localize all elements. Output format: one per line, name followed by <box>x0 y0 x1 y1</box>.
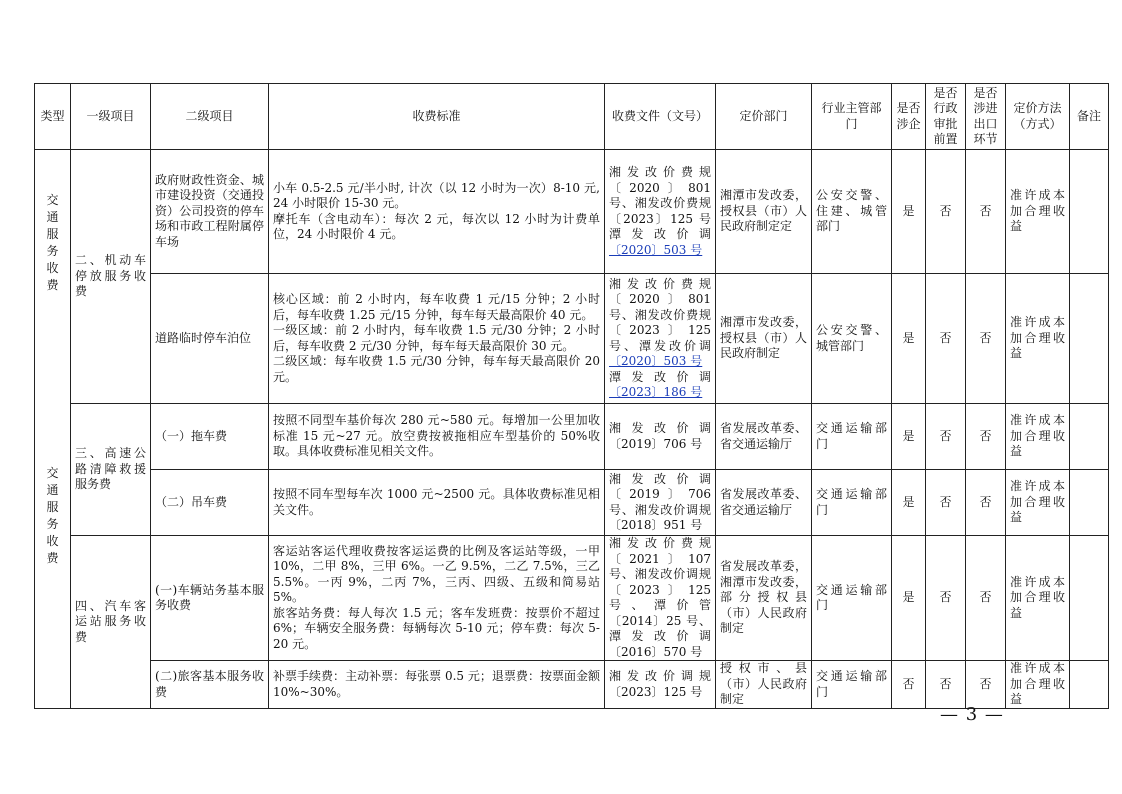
remarks-cell <box>1070 274 1109 404</box>
category-top-label: 交通服务收费 <box>46 193 59 292</box>
level2-cell: (一)车辆站务基本服务收费 <box>151 536 269 661</box>
doc-text: 湘发改价费规〔2020〕801 号、湘发改价费规〔2023〕125 号潭发改价调 <box>609 165 711 241</box>
standard-line: 小车 0.5-2.5 元/半小时, 计次（以 12 小时为一次）8-10 元, 24 小时限价 15-30 元。 <box>273 180 600 210</box>
method-cell: 准许成本加合理收益 <box>1006 536 1070 661</box>
doc-text: 湘发改价费规〔2021〕107 号、湘发改价调规〔2023〕125 号、潭价管〔2014〕25 号、潭发改价调〔2016〕570 号 <box>609 536 711 659</box>
pricing-dept-cell: 省发展改革委、省交通运输厅 <box>716 404 812 470</box>
standard-line: 客运站客运代理收费按客运运费的比例及客运站等级，一甲 10%，二甲 8%，三甲 6%。一乙 9.5%，二乙 7.5%，三乙 5.5%。一丙 9%，二丙 7%，三丙、四级、五级和简易站 5%。 <box>273 543 600 605</box>
approval-cell: 否 <box>926 536 966 661</box>
doc-text: 湘发改价费规〔2020〕801 号、湘发改价费规〔2023〕125 号、潭发改价调 <box>609 276 711 353</box>
method-cell: 准许成本加合理收益 <box>1006 470 1070 536</box>
standard-line: 摩托车（含电动车）：每次 2 元，每次以 12 小时为计费单位，24 小时限价 4 元。 <box>273 211 600 241</box>
enterprise-cell: 否 <box>892 661 926 709</box>
approval-cell: 否 <box>926 404 966 470</box>
category-main-label: 交通服务收费 <box>46 466 59 565</box>
standard-cell <box>269 150 605 274</box>
remarks-cell <box>1070 404 1109 470</box>
standard-line: 旅客站务费：每人每次 1.5 元；客车发班费：按票价不超过 6%；车辆安全服务费：每辆每次 5-10 元；停车费：每次 5-20 元。 <box>273 605 600 651</box>
import-export-cell: 否 <box>966 150 1006 274</box>
standard-cell <box>269 274 605 404</box>
standard-line: 按照不同型车基价每次 280 元~580 元。每增加一公里加收标准 15 元~27 元。放空费按被拖相应车型基价的 50%收取。具体收费标准见相关文件。 <box>273 413 600 459</box>
fee-table <box>34 83 1109 709</box>
document-cell <box>605 404 716 470</box>
industry-dept-cell: 交通运输部门 <box>812 536 892 661</box>
doc-text: 湘发改价调规〔2023〕125 号 <box>609 669 711 699</box>
header-import-export: 是否涉进出口环节 <box>966 84 1006 150</box>
header-admin-approval: 是否行政审批前置 <box>926 84 966 150</box>
industry-dept-cell: 交通运输部门 <box>812 470 892 536</box>
enterprise-cell: 是 <box>892 470 926 536</box>
standard-cell <box>269 470 605 536</box>
standard-line: 补票手续费：主动补票：每张票 0.5 元；退票费：按票面金额 10%~30%。 <box>273 669 600 699</box>
pricing-dept-cell: 授权市、县（市）人民政府制定 <box>716 661 812 709</box>
header-involves-enterprise: 是否涉企 <box>892 84 926 150</box>
standard-line: 一级区域：前 2 小时内，每车收费 1.5 元/30 分钟；2 小时后，每车收费 2 元/30 分钟，每车每天最高限价 30 元。 <box>273 323 600 353</box>
standard-cell <box>269 536 605 661</box>
approval-cell: 否 <box>926 661 966 709</box>
approval-cell: 否 <box>926 470 966 536</box>
group-bus-station: 四、汽车客运站服务收费 <box>71 536 151 709</box>
remarks-cell <box>1070 661 1109 709</box>
method-cell: 准许成本加合理收益 <box>1006 404 1070 470</box>
pricing-dept-cell: 省发展改革委，湘潭市发改委，部分授权县（市）人民政府制定 <box>716 536 812 661</box>
page-number: — 3 — <box>940 704 1004 725</box>
method-cell: 准许成本加合理收益 <box>1006 661 1070 709</box>
table-row <box>35 274 1109 404</box>
header-remarks: 备注 <box>1070 84 1109 150</box>
header-standard: 收费标准 <box>269 84 605 150</box>
level2-cell: (二)旅客基本服务收费 <box>151 661 269 709</box>
enterprise-cell: 是 <box>892 150 926 274</box>
header-row <box>35 84 1109 150</box>
approval-cell: 否 <box>926 150 966 274</box>
group-highway: 三、高速公路清障救援服务费 <box>71 404 151 536</box>
table-row <box>35 150 1109 274</box>
level2-cell: 道路临时停车泊位 <box>151 274 269 404</box>
standard-line: 二级区域：每车收费 1.5 元/30 分钟，每车每天最高限价 20 元。 <box>273 354 600 384</box>
pricing-dept-cell: 省发展改革委、省交通运输厅 <box>716 470 812 536</box>
standard-cell <box>269 661 605 709</box>
level2-cell: （一）拖车费 <box>151 404 269 470</box>
import-export-cell: 否 <box>966 404 1006 470</box>
industry-dept-cell: 交通运输部门 <box>812 404 892 470</box>
header-document: 收费文件（文号） <box>605 84 716 150</box>
doc-text: 潭发改价调 <box>609 369 711 384</box>
table-row <box>35 661 1109 709</box>
document-cell <box>605 150 716 274</box>
industry-dept-cell: 交通运输部门 <box>812 661 892 709</box>
method-cell: 准许成本加合理收益 <box>1006 150 1070 274</box>
import-export-cell: 否 <box>966 274 1006 404</box>
group-parking: 二、机动车停放服务收费 <box>71 150 151 404</box>
doc-text: 湘发改价调〔2019〕706 号 <box>609 421 711 451</box>
doc-link[interactable]: 〔2020〕503 号 <box>609 354 703 368</box>
remarks-cell <box>1070 150 1109 274</box>
approval-cell: 否 <box>926 274 966 404</box>
header-level1: 一级项目 <box>71 84 151 150</box>
remarks-cell <box>1070 536 1109 661</box>
header-level2: 二级项目 <box>151 84 269 150</box>
import-export-cell: 否 <box>966 536 1006 661</box>
document-cell <box>605 661 716 709</box>
doc-link[interactable]: 〔2023〕186 号 <box>609 385 703 399</box>
pricing-dept-cell: 湘潭市发改委，授权县（市）人民政府制定 <box>716 274 812 404</box>
enterprise-cell: 是 <box>892 536 926 661</box>
document-cell <box>605 274 716 404</box>
level2-cell: 政府财政性资金、城市建设投资（交通投资）公司投资的停车场和市政工程附属停车场 <box>151 150 269 274</box>
table-row <box>35 536 1109 661</box>
industry-dept-cell: 公安交警、住建、城管部门 <box>812 150 892 274</box>
level2-cell: （二）吊车费 <box>151 470 269 536</box>
table-row <box>35 470 1109 536</box>
pricing-dept-cell: 湘潭市发改委，授权县（市）人民政府制定定 <box>716 150 812 274</box>
standard-line: 核心区域：前 2 小时内，每车收费 1 元/15 分钟；2 小时后，每车收费 1.25 元/15 分钟，每车每天最高限价 40 元。 <box>273 292 600 322</box>
import-export-cell: 否 <box>966 470 1006 536</box>
enterprise-cell: 是 <box>892 274 926 404</box>
header-pricing-dept: 定价部门 <box>716 84 812 150</box>
industry-dept-cell: 公安交警、城管部门 <box>812 274 892 404</box>
doc-link[interactable]: 〔2020〕503 号 <box>609 242 703 257</box>
document-cell <box>605 470 716 536</box>
document-cell <box>605 536 716 661</box>
header-type: 类型 <box>35 84 71 150</box>
remarks-cell <box>1070 470 1109 536</box>
import-export-cell: 否 <box>966 661 1006 709</box>
standard-cell <box>269 404 605 470</box>
standard-line: 按照不同车型每车次 1000 元~2500 元。具体收费标准见相关文件。 <box>273 487 600 517</box>
header-industry-dept: 行业主管部门 <box>812 84 892 150</box>
category-cell <box>35 150 71 709</box>
enterprise-cell: 是 <box>892 404 926 470</box>
doc-text: 湘发改价调〔2019〕706 号、湘发改价调规〔2018〕951 号 <box>609 471 711 532</box>
method-cell: 准许成本加合理收益 <box>1006 274 1070 404</box>
table-row <box>35 404 1109 470</box>
header-pricing-method: 定价方法（方式） <box>1006 84 1070 150</box>
